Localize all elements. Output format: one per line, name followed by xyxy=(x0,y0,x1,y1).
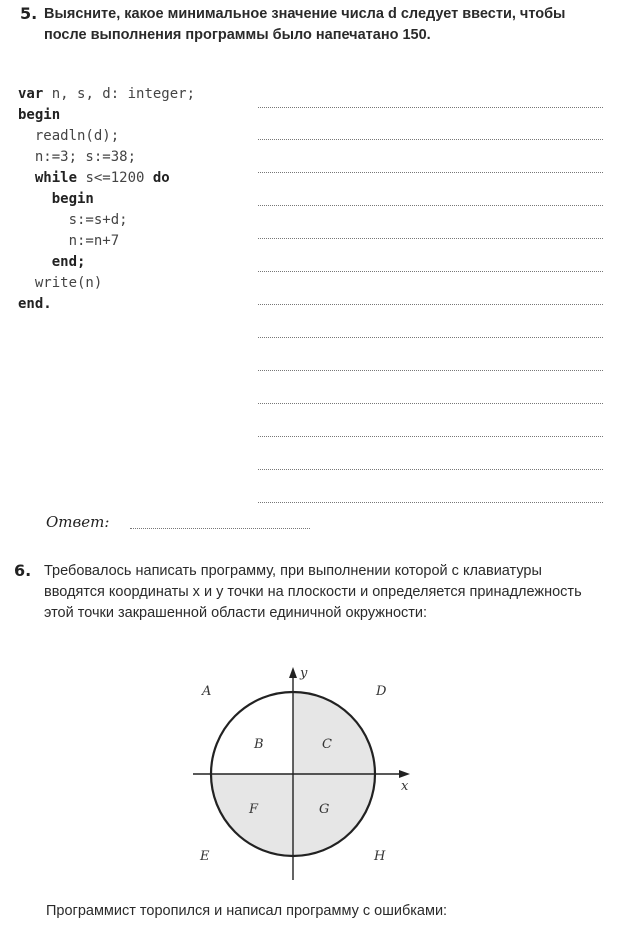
code-text: n:=n+7 xyxy=(18,233,120,249)
region-label-d: D xyxy=(376,684,387,699)
region-label-h: H xyxy=(374,849,386,864)
code-text: n:=3; s:=38; xyxy=(18,149,137,165)
task-5-text: Выясните, какое минимальное значение числа d следует ввести, чтобы после выполнения программы было напечатано 150. xyxy=(44,6,566,43)
region-label-a: A xyxy=(202,684,212,699)
bottom-text: Программист торопился и написал программу с ошибками: xyxy=(46,903,448,919)
shaded-region-g xyxy=(293,774,375,856)
code-text: write(n) xyxy=(18,275,103,291)
code-keyword: begin xyxy=(18,191,94,207)
task-6-number: 6. xyxy=(14,561,32,580)
region-label-b: B xyxy=(254,737,264,752)
code-text: s:=s+d; xyxy=(18,212,128,228)
region-label-c: C xyxy=(322,737,332,752)
code-keyword: begin xyxy=(18,107,61,123)
code-text: s<=1200 xyxy=(77,170,153,186)
code-keyword: var xyxy=(18,86,44,102)
task-5-number: 5. xyxy=(20,4,38,23)
x-axis-arrow xyxy=(399,770,410,778)
task-6-text: Требовалось написать программу, при выполнении которой с клавиатуры вводятся координаты x и y точки на плоскости и определяется принадлежность этой точки закрашенной области единичной окружности: xyxy=(44,563,582,621)
code-text: readln(d); xyxy=(18,128,120,144)
axis-label-x: x xyxy=(401,779,409,794)
shaded-region-c xyxy=(293,692,375,774)
region-label-g: G xyxy=(319,802,330,817)
region-label-f: F xyxy=(249,802,259,817)
region-label-e: E xyxy=(200,849,210,864)
code-keyword: end. xyxy=(18,296,52,312)
code-keyword: end; xyxy=(18,254,86,270)
code-keyword: while xyxy=(18,170,78,186)
code-text: n, s, d: integer; xyxy=(43,86,196,102)
code-keyword: do xyxy=(152,170,170,186)
axis-label-y: y xyxy=(300,666,308,681)
y-axis-arrow xyxy=(289,667,297,678)
answer-label: Ответ: xyxy=(46,513,110,531)
